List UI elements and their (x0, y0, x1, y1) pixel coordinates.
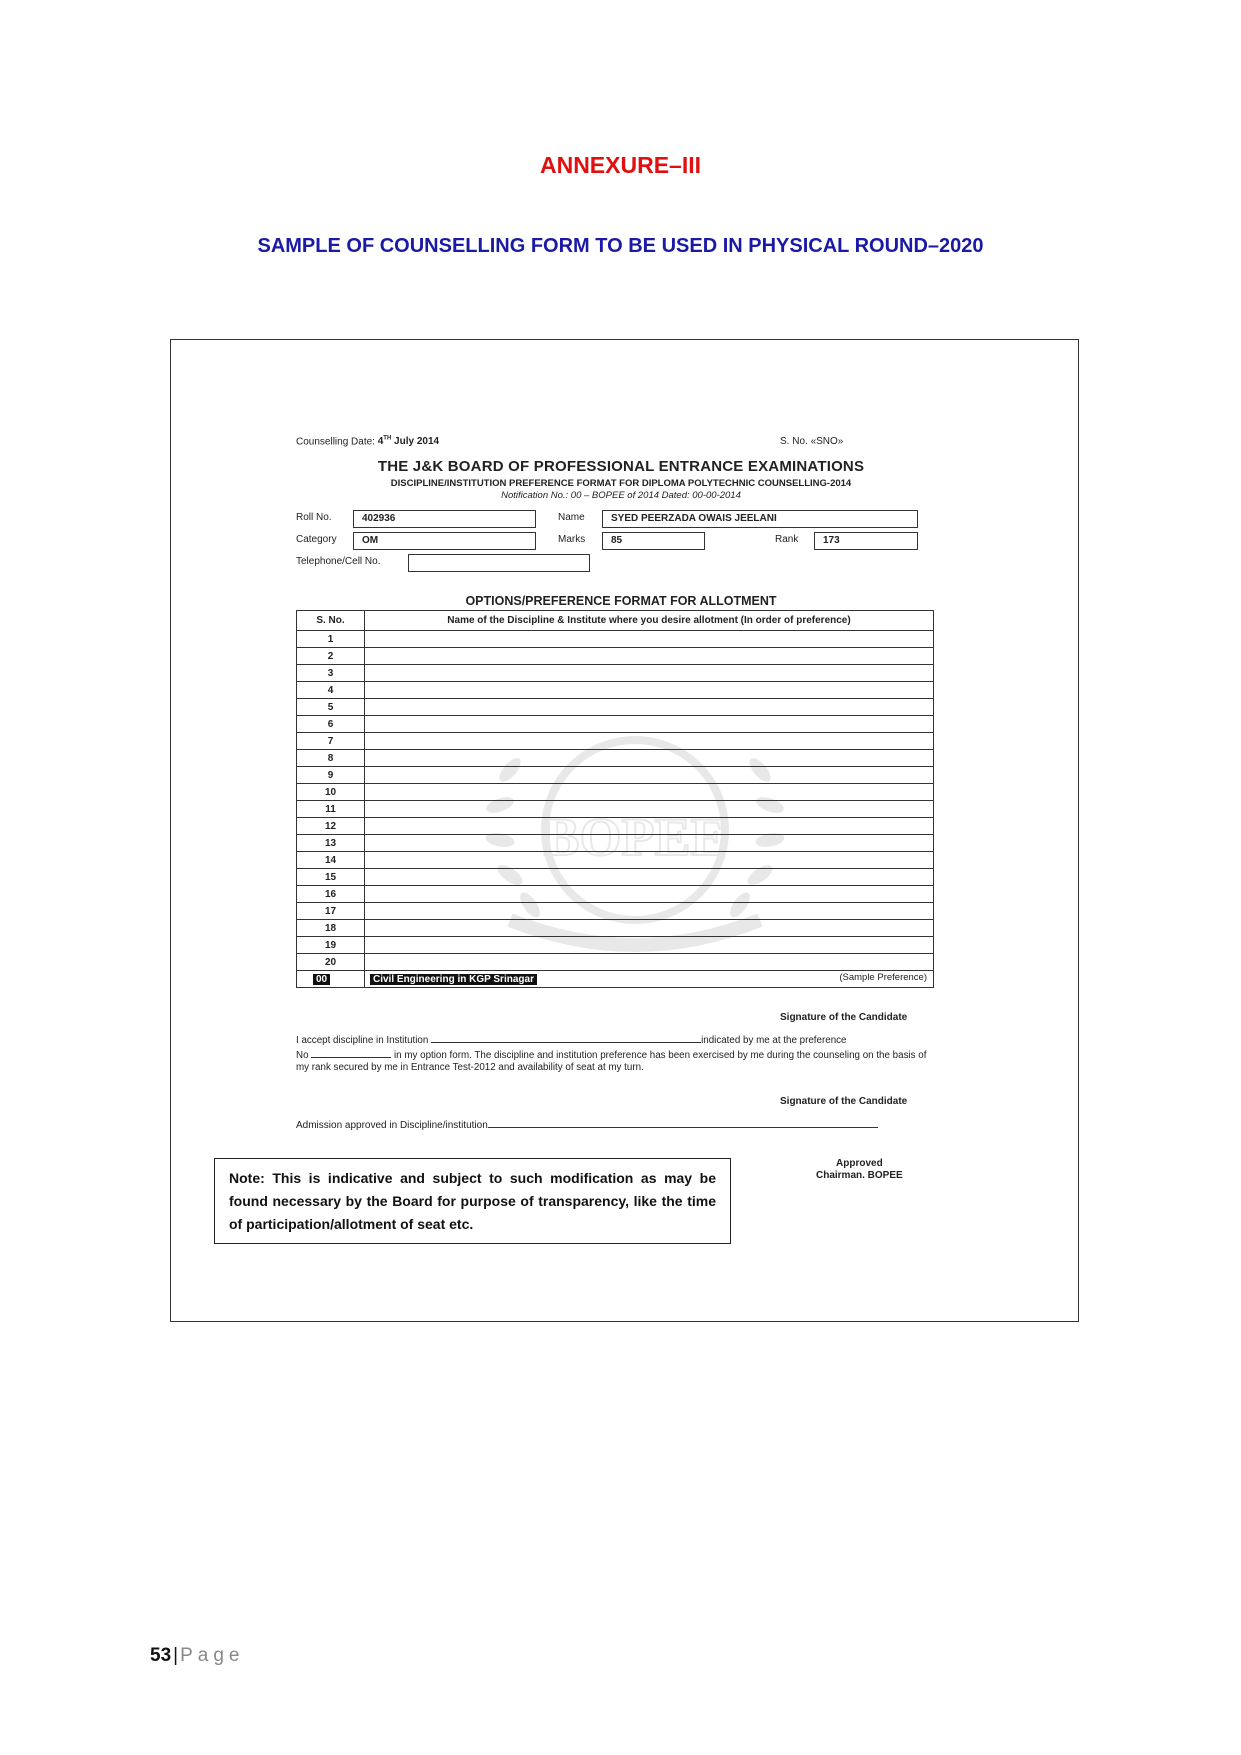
counselling-date-rest: July 2014 (391, 436, 440, 448)
rank-label: Rank (775, 534, 799, 545)
col-name-header: Name of the Discipline & Institute where you desire allotment (In order of preference) (365, 611, 934, 631)
row-preference-cell (365, 750, 934, 767)
preference-row (297, 631, 934, 648)
counselling-date-sup: TH (383, 436, 392, 442)
preference-row (297, 665, 934, 682)
counselling-date-day: 4 (377, 436, 384, 448)
row-preference-cell (365, 903, 934, 920)
row-sno: 13 (297, 835, 365, 852)
row-preference-cell (365, 920, 934, 937)
row-sno: 19 (297, 937, 365, 954)
sample-sno: 00 (313, 974, 330, 985)
preference-row (297, 818, 934, 835)
row-sno: 1 (297, 631, 365, 648)
category-label: Category (296, 534, 337, 545)
row-sno: 17 (297, 903, 365, 920)
row-sno: 9 (297, 767, 365, 784)
preference-row (297, 699, 934, 716)
row-preference-cell (365, 937, 934, 954)
row-preference-cell (365, 733, 934, 750)
row-preference-cell (365, 852, 934, 869)
sample-preference-row (297, 971, 934, 988)
accept-text-1: I accept discipline in Institution (296, 1035, 429, 1046)
preference-row (297, 767, 934, 784)
admission-approved-line (296, 1118, 878, 1131)
row-sno: 4 (297, 682, 365, 699)
preference-no-blank-line (311, 1048, 391, 1058)
admission-label: Admission approved in Discipline/institution (296, 1120, 488, 1131)
preference-row (297, 835, 934, 852)
row-sno: 14 (297, 852, 365, 869)
name-field: SYED PEERZADA OWAIS JEELANI (602, 510, 918, 528)
board-subtitle: DISCIPLINE/INSTITUTION PREFERENCE FORMAT FOR DIPLOMA POLYTECHNIC COUNSELLING-2014 (390, 478, 852, 489)
institution-blank-line (431, 1033, 701, 1043)
sample-form-title: SAMPLE OF COUNSELLING FORM TO BE USED IN PHYSICAL ROUND–2020 (257, 235, 984, 257)
preference-table (296, 610, 934, 988)
note-box: Note: This is indicative and subject to such modification as may be found necessary by the Board for purpose of transparency, like the time of participation/allotment of seat etc. (214, 1158, 731, 1244)
row-sno: 20 (297, 954, 365, 971)
footer-separator: | (173, 1645, 179, 1666)
row-preference-cell (365, 784, 934, 801)
preference-row (297, 682, 934, 699)
row-preference-cell (365, 801, 934, 818)
row-preference-cell (365, 631, 934, 648)
row-preference-cell (365, 835, 934, 852)
page-number: 53 (150, 1645, 172, 1666)
board-title: THE J&K BOARD OF PROFESSIONAL ENTRANCE EXAMINATIONS (377, 458, 865, 475)
row-preference-cell (365, 648, 934, 665)
roll-no-field: 402936 (353, 510, 536, 528)
candidate-signature-2: Signature of the Candidate (780, 1096, 908, 1107)
category-field: OM (353, 532, 536, 550)
row-preference-cell (365, 818, 934, 835)
name-label: Name (558, 512, 585, 523)
preference-row (297, 954, 934, 971)
candidate-signature-1: Signature of the Candidate (780, 1012, 908, 1023)
col-sno-header: S. No. (297, 611, 365, 631)
telephone-field (408, 554, 590, 572)
admission-blank-line (488, 1118, 878, 1128)
rank-field: 173 (814, 532, 918, 550)
preference-row (297, 937, 934, 954)
sample-preference-note: (Sample Preference) (839, 972, 927, 983)
row-sno: 7 (297, 733, 365, 750)
row-preference-cell (365, 716, 934, 733)
accept-text-3: in my option form. The discipline and institution preference has been exercised by me during the counseling on the basis of my rank secured by me in Entrance Test-2012 and availability of seat at my turn. (296, 1049, 927, 1073)
preference-row (297, 869, 934, 886)
preference-row (297, 716, 934, 733)
row-sno: 3 (297, 665, 365, 682)
row-sno: 18 (297, 920, 365, 937)
approved-block (816, 1158, 903, 1182)
watermark-text: BOPEE (543, 807, 727, 867)
row-sno: 15 (297, 869, 365, 886)
preference-row (297, 801, 934, 818)
preference-row (297, 903, 934, 920)
page-label: Page (180, 1645, 245, 1666)
row-preference-cell (365, 767, 934, 784)
counselling-date (296, 436, 439, 447)
preference-row (297, 750, 934, 767)
preference-row (297, 852, 934, 869)
accept-text-2: indicated by me at the preference (701, 1035, 847, 1046)
notification-line: Notification No.: 00 – BOPEE of 2014 Dated: 00-00-2014 (501, 490, 741, 501)
annexure-title: ANNEXURE–III (539, 152, 702, 178)
row-sno: 12 (297, 818, 365, 835)
sample-preference: Civil Engineering in KGP Srinagar (370, 974, 537, 985)
preference-row (297, 784, 934, 801)
row-sno: 16 (297, 886, 365, 903)
chairman-label: Chairman. BOPEE (816, 1170, 903, 1181)
row-preference-cell (365, 699, 934, 716)
row-preference-cell (365, 886, 934, 903)
preference-row (297, 920, 934, 937)
row-preference-cell (365, 665, 934, 682)
row-sno: 5 (297, 699, 365, 716)
row-preference-cell (365, 954, 934, 971)
row-preference-cell (365, 869, 934, 886)
approved-label: Approved (836, 1158, 883, 1169)
acceptance-statement (296, 1033, 940, 1075)
preference-row (297, 733, 934, 750)
preference-row (297, 886, 934, 903)
accept-no-label: No (296, 1049, 309, 1061)
marks-label: Marks (558, 534, 586, 545)
row-preference-cell (365, 682, 934, 699)
options-title: OPTIONS/PREFERENCE FORMAT FOR ALLOTMENT (465, 594, 777, 608)
roll-no-label: Roll No. (296, 512, 332, 523)
row-sno: 11 (297, 801, 365, 818)
row-sno: 6 (297, 716, 365, 733)
preference-row (297, 648, 934, 665)
counselling-date-label: Counselling Date: (296, 436, 375, 448)
telephone-label: Telephone/Cell No. (296, 556, 381, 567)
serial-number: S. No. «SNO» (780, 436, 844, 447)
page-footer (150, 1645, 244, 1667)
marks-field: 85 (602, 532, 705, 550)
row-sno: 8 (297, 750, 365, 767)
row-sno: 10 (297, 784, 365, 801)
row-sno: 2 (297, 648, 365, 665)
